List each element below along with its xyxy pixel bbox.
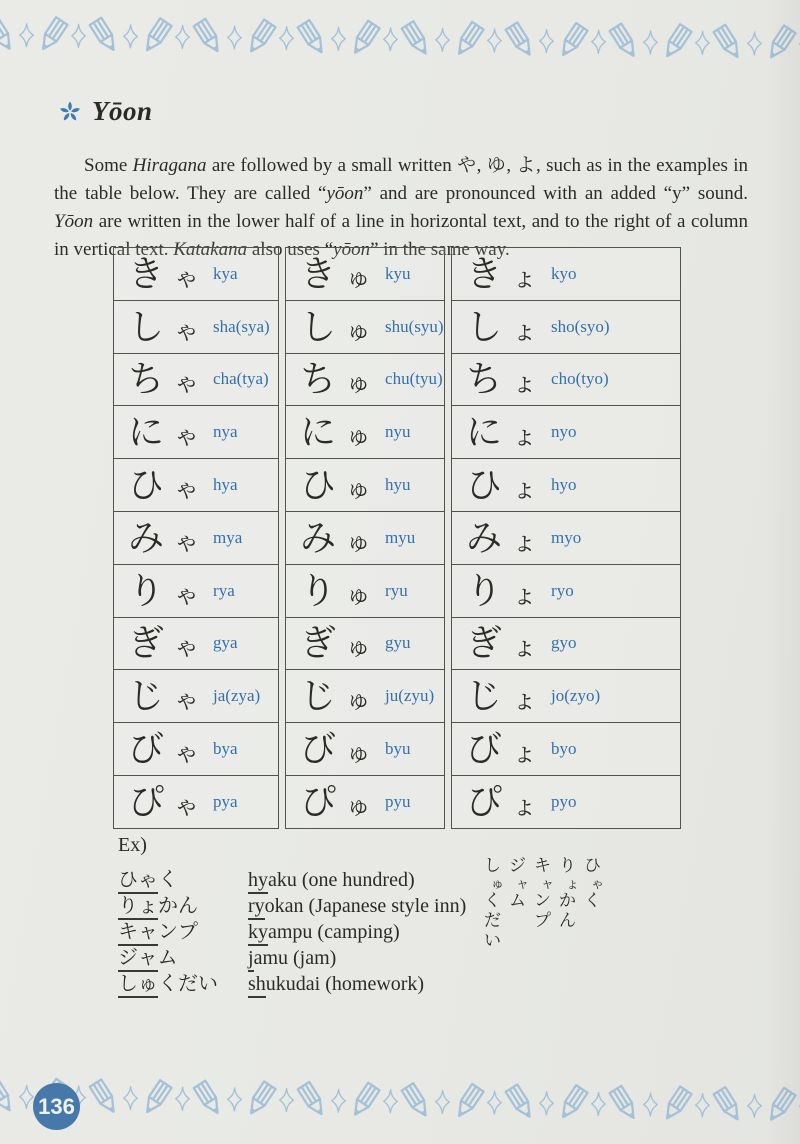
example-kana bbox=[118, 967, 248, 996]
kana-pair bbox=[300, 465, 372, 506]
kana-base: に bbox=[466, 412, 503, 453]
example-romaji-underlined: ry bbox=[248, 895, 265, 920]
kana-small: ゅ bbox=[346, 528, 372, 556]
example-romaji bbox=[248, 973, 424, 996]
example-row bbox=[118, 863, 466, 889]
romaji-label: chu(tyu) bbox=[385, 369, 443, 389]
vertical-word-column bbox=[559, 856, 580, 951]
pencil-icon bbox=[0, 1076, 13, 1116]
romaji-label: bya bbox=[213, 739, 238, 759]
kana-base: き bbox=[300, 253, 337, 294]
kana-base: ぴ bbox=[128, 781, 165, 822]
vertical-kana: ン bbox=[534, 891, 551, 910]
pencil-icon bbox=[560, 21, 585, 61]
kana-base: ち bbox=[128, 359, 165, 400]
example-kana-rest: く bbox=[158, 869, 178, 891]
yoon-cell bbox=[451, 776, 681, 829]
kana-small: ゅ bbox=[346, 370, 372, 398]
yoon-table-column bbox=[113, 247, 279, 829]
example-row bbox=[118, 889, 466, 915]
intro-text-segment: yōon bbox=[333, 239, 371, 260]
pencil-icon bbox=[248, 17, 273, 57]
example-kana-rest: くだい bbox=[158, 973, 218, 995]
kana-pair bbox=[300, 412, 372, 453]
yoon-cell bbox=[451, 723, 681, 776]
yoon-cell bbox=[451, 301, 681, 354]
kana-pair bbox=[300, 359, 372, 400]
vertical-kana: ム bbox=[509, 891, 526, 910]
kana-base: ぴ bbox=[466, 781, 503, 822]
example-kana bbox=[118, 941, 248, 970]
vertical-small-kana: ャ bbox=[541, 876, 555, 891]
example-romaji bbox=[248, 947, 336, 970]
vertical-small-kana: ゃ bbox=[591, 876, 605, 891]
kana-base: き bbox=[128, 253, 165, 294]
romaji-label: shu(syu) bbox=[385, 316, 444, 336]
example-kana-underlined: ジャ bbox=[118, 947, 158, 972]
kana-small: ょ bbox=[512, 792, 538, 820]
pencil-icon bbox=[0, 14, 13, 54]
example-row bbox=[118, 967, 466, 993]
vertical-examples bbox=[484, 856, 605, 951]
example-romaji-underlined: sh bbox=[248, 973, 266, 998]
vertical-small-kana: ょ bbox=[566, 876, 580, 891]
romaji-label: kya bbox=[213, 263, 238, 283]
romaji-label: nya bbox=[213, 422, 238, 442]
romaji-label: kyu bbox=[385, 263, 411, 283]
example-romaji bbox=[248, 869, 415, 892]
vertical-kana: ひ bbox=[584, 856, 601, 875]
kana-small: ゅ bbox=[346, 634, 372, 662]
kana-small: ゃ bbox=[174, 317, 200, 345]
kana-small: ゅ bbox=[346, 687, 372, 715]
kana-pair bbox=[300, 676, 372, 717]
kana-pair bbox=[300, 729, 372, 770]
kana-small: ゃ bbox=[174, 476, 200, 504]
kana-pair bbox=[466, 359, 538, 400]
kana-base: じ bbox=[128, 676, 165, 717]
yoon-table bbox=[113, 247, 681, 829]
example-kana bbox=[118, 889, 248, 918]
examples-label: Ex) bbox=[118, 834, 147, 856]
yoon-table-column bbox=[285, 247, 445, 829]
yoon-cell bbox=[285, 512, 445, 565]
example-romaji-rest: amu (jam) bbox=[253, 947, 337, 969]
kana-base: し bbox=[300, 306, 337, 347]
yoon-cell bbox=[451, 670, 681, 723]
kana-base: み bbox=[466, 517, 503, 558]
pencil-icon bbox=[352, 1080, 377, 1120]
romaji-label: byo bbox=[551, 739, 577, 759]
intro-text-segment: ” bbox=[363, 183, 372, 204]
example-romaji bbox=[248, 921, 400, 944]
pencil-icon bbox=[664, 22, 689, 62]
intro-text-segment: “ bbox=[318, 183, 327, 204]
example-row bbox=[118, 915, 466, 941]
pencil-icon bbox=[508, 1082, 533, 1122]
kana-small: ゃ bbox=[174, 687, 200, 715]
kana-small: ょ bbox=[512, 687, 538, 715]
pencil-icon bbox=[456, 1082, 481, 1122]
example-kana-rest: ンプ bbox=[158, 921, 198, 943]
pencil-icon bbox=[664, 1084, 689, 1124]
intro-text-segment: Katakana bbox=[173, 239, 248, 260]
example-romaji-rest: aku (one hundred) bbox=[268, 869, 415, 891]
kana-base: み bbox=[128, 517, 165, 558]
pencil-icon bbox=[248, 1079, 273, 1119]
kana-small: ょ bbox=[512, 476, 538, 504]
romaji-label: hyo bbox=[551, 475, 577, 495]
pencil-icon bbox=[404, 1081, 429, 1121]
kana-pair bbox=[300, 517, 372, 558]
yoon-cell bbox=[113, 565, 279, 618]
pencil-icon bbox=[196, 17, 221, 57]
vertical-word-column bbox=[509, 856, 530, 951]
example-romaji-underlined: ky bbox=[248, 921, 268, 946]
vertical-word-column bbox=[484, 856, 505, 951]
kana-small: ゅ bbox=[346, 581, 372, 609]
page-title: Yōon bbox=[92, 96, 153, 126]
kana-pair bbox=[300, 781, 372, 822]
example-kana-underlined: しゅ bbox=[118, 973, 158, 998]
kana-small: ょ bbox=[512, 423, 538, 451]
kana-base: に bbox=[128, 412, 165, 453]
section-title bbox=[57, 96, 153, 127]
intro-text-segment: and are pronounced with an added “y” sound. bbox=[371, 183, 748, 204]
kana-base: り bbox=[300, 570, 337, 611]
pencil-icon bbox=[456, 20, 481, 60]
pencil-icon bbox=[768, 1085, 793, 1125]
intro-text-segment: “ bbox=[324, 239, 334, 260]
kana-base: み bbox=[300, 517, 337, 558]
kana-small: ゃ bbox=[174, 528, 200, 556]
vertical-kana: し bbox=[484, 856, 501, 875]
intro-text-segment: Yōon bbox=[54, 211, 94, 232]
kana-small: ょ bbox=[512, 528, 538, 556]
kana-small: ゅ bbox=[346, 792, 372, 820]
kana-pair bbox=[466, 465, 538, 506]
romaji-label: cho(tyo) bbox=[551, 369, 609, 389]
kana-pair bbox=[128, 412, 200, 453]
yoon-cell bbox=[113, 459, 279, 512]
kana-pair bbox=[128, 623, 200, 664]
page-number-badge: 136 bbox=[33, 1083, 80, 1130]
intro-text-segment: are written in the lower half of a line in horizontal text, and to the right of a column in vertical text. bbox=[54, 211, 748, 260]
romaji-label: gyo bbox=[551, 633, 577, 653]
romaji-label: ryu bbox=[385, 580, 408, 600]
vertical-word-column bbox=[584, 856, 605, 951]
romaji-label: pyo bbox=[551, 791, 577, 811]
vertical-small-kana: ゅ bbox=[491, 876, 505, 891]
pencil-icon bbox=[612, 21, 637, 61]
kana-base: し bbox=[466, 306, 503, 347]
yoon-cell bbox=[285, 354, 445, 407]
pencil-icon bbox=[92, 1077, 117, 1117]
kana-pair bbox=[128, 781, 200, 822]
kana-base: き bbox=[466, 253, 503, 294]
kana-pair bbox=[466, 623, 538, 664]
yoon-cell bbox=[285, 565, 445, 618]
yoon-cell bbox=[113, 406, 279, 459]
example-romaji-underlined: hy bbox=[248, 869, 268, 894]
kana-pair bbox=[466, 781, 538, 822]
kana-pair bbox=[300, 306, 372, 347]
romaji-label: ju(zyu) bbox=[385, 686, 435, 706]
example-kana-rest: かん bbox=[158, 895, 198, 917]
yoon-cell bbox=[285, 723, 445, 776]
pencil-icon bbox=[92, 15, 117, 55]
romaji-label: hyu bbox=[385, 475, 411, 495]
romaji-label: nyo bbox=[551, 422, 577, 442]
yoon-cell bbox=[451, 248, 681, 301]
kana-small: ゃ bbox=[174, 423, 200, 451]
romaji-label: gya bbox=[213, 633, 238, 653]
kana-base: ち bbox=[466, 359, 503, 400]
kana-small: ゅ bbox=[346, 740, 372, 768]
yoon-cell bbox=[285, 618, 445, 671]
kana-base: び bbox=[300, 729, 337, 770]
romaji-label: nyu bbox=[385, 422, 411, 442]
kana-pair bbox=[128, 729, 200, 770]
top-decorative-border bbox=[0, 11, 800, 66]
pencil-icon bbox=[352, 18, 377, 58]
kana-pair bbox=[300, 253, 372, 294]
pencil-icon bbox=[300, 18, 325, 58]
yoon-cell bbox=[113, 301, 279, 354]
yoon-cell bbox=[451, 354, 681, 407]
kana-small: ゃ bbox=[174, 792, 200, 820]
kana-small: ゃ bbox=[174, 370, 200, 398]
romaji-label: pya bbox=[213, 791, 238, 811]
yoon-cell bbox=[451, 618, 681, 671]
pencil-icon bbox=[404, 19, 429, 59]
pencil-icon bbox=[40, 15, 65, 55]
intro-text-segment: are followed by a small written や, ゆ, よ, such as in the examples in the table below. They are called bbox=[54, 155, 748, 204]
examples-list bbox=[118, 863, 466, 993]
yoon-cell bbox=[285, 406, 445, 459]
romaji-label: myu bbox=[385, 527, 416, 547]
romaji-label: gyu bbox=[385, 633, 411, 653]
kana-small: ゅ bbox=[346, 264, 372, 292]
intro-text-segment: Some bbox=[84, 155, 133, 176]
examples-section bbox=[118, 834, 466, 993]
pencil-icon bbox=[560, 1083, 585, 1123]
example-romaji-rest: ukudai (homework) bbox=[265, 973, 425, 995]
romaji-label: byu bbox=[385, 739, 411, 759]
romaji-label: myo bbox=[551, 527, 582, 547]
example-romaji-rest: okan (Japanese style inn) bbox=[264, 895, 467, 917]
yoon-cell bbox=[451, 406, 681, 459]
yoon-cell bbox=[451, 565, 681, 618]
kana-base: ち bbox=[300, 359, 337, 400]
vertical-small-kana: ャ bbox=[516, 876, 530, 891]
yoon-cell bbox=[113, 512, 279, 565]
kana-pair bbox=[466, 306, 538, 347]
pencil-icon bbox=[144, 16, 169, 56]
pencil-icon bbox=[768, 23, 793, 63]
kana-base: り bbox=[466, 570, 503, 611]
example-romaji bbox=[248, 895, 466, 918]
vertical-kana: く bbox=[584, 891, 601, 910]
romaji-label: sha(sya) bbox=[213, 316, 270, 336]
vertical-kana: り bbox=[559, 856, 576, 875]
pencil-icon bbox=[612, 1084, 637, 1124]
yoon-cell bbox=[285, 776, 445, 829]
kana-small: ゅ bbox=[346, 476, 372, 504]
pencil-icon bbox=[144, 1078, 169, 1118]
yoon-cell bbox=[113, 723, 279, 776]
pencil-icon bbox=[508, 20, 533, 60]
kana-small: ょ bbox=[512, 264, 538, 292]
vertical-kana: キ bbox=[534, 856, 551, 875]
vertical-kana: く bbox=[484, 891, 501, 910]
kana-small: ょ bbox=[512, 370, 538, 398]
kana-base: じ bbox=[300, 676, 337, 717]
intro-text-segment: yōon bbox=[326, 183, 364, 204]
kana-pair bbox=[466, 570, 538, 611]
intro-text-segment: ” in the same way. bbox=[370, 239, 510, 260]
yoon-cell bbox=[451, 459, 681, 512]
kana-base: ぎ bbox=[466, 623, 503, 664]
example-kana-underlined: キャ bbox=[118, 921, 158, 946]
vertical-kana: ん bbox=[559, 911, 576, 930]
kana-small: ょ bbox=[512, 317, 538, 345]
kana-pair bbox=[128, 359, 200, 400]
intro-text-segment: Hiragana bbox=[132, 155, 207, 176]
example-romaji-rest: ampu (camping) bbox=[268, 921, 400, 943]
example-romaji-underlined: j bbox=[248, 947, 254, 972]
kana-pair bbox=[128, 253, 200, 294]
yoon-cell bbox=[113, 354, 279, 407]
kana-small: ゅ bbox=[346, 423, 372, 451]
vertical-kana: だ bbox=[484, 911, 501, 930]
kana-small: ゃ bbox=[174, 634, 200, 662]
kana-pair bbox=[466, 517, 538, 558]
romaji-label: mya bbox=[213, 527, 243, 547]
kana-base: ぴ bbox=[300, 781, 337, 822]
kana-small: ゃ bbox=[174, 581, 200, 609]
kana-base: り bbox=[128, 570, 165, 611]
kana-small: ょ bbox=[512, 581, 538, 609]
pencil-icon bbox=[716, 1085, 741, 1125]
romaji-label: sho(syo) bbox=[551, 316, 610, 336]
kana-base: ひ bbox=[466, 465, 503, 506]
kana-base: び bbox=[466, 729, 503, 770]
example-kana bbox=[118, 863, 248, 892]
example-kana bbox=[118, 915, 248, 944]
kana-base: ひ bbox=[128, 465, 165, 506]
kana-pair bbox=[466, 412, 538, 453]
pencil-icon bbox=[196, 1078, 221, 1118]
example-kana-underlined: ひゃ bbox=[118, 869, 158, 894]
flower-icon bbox=[57, 99, 83, 125]
yoon-cell bbox=[451, 512, 681, 565]
yoon-cell bbox=[285, 670, 445, 723]
pencil-icon bbox=[716, 23, 741, 63]
vertical-kana: ジ bbox=[509, 856, 526, 875]
kana-pair bbox=[128, 676, 200, 717]
kana-pair bbox=[128, 465, 200, 506]
yoon-cell bbox=[113, 670, 279, 723]
example-row bbox=[118, 941, 466, 967]
kana-small: ょ bbox=[512, 740, 538, 768]
kana-small: ょ bbox=[512, 634, 538, 662]
example-kana-underlined: りょ bbox=[118, 895, 158, 920]
kana-base: じ bbox=[466, 676, 503, 717]
yoon-cell bbox=[285, 459, 445, 512]
romaji-label: rya bbox=[213, 580, 235, 600]
kana-base: ぎ bbox=[300, 623, 337, 664]
kana-pair bbox=[466, 729, 538, 770]
kana-base: ぎ bbox=[128, 623, 165, 664]
kana-pair bbox=[128, 306, 200, 347]
vertical-word-column bbox=[534, 856, 555, 951]
vertical-kana: プ bbox=[534, 911, 551, 930]
kana-base: び bbox=[128, 729, 165, 770]
bottom-decorative-border bbox=[0, 1073, 800, 1129]
kana-small: ゅ bbox=[346, 317, 372, 345]
example-kana-rest: ム bbox=[157, 947, 178, 969]
kana-pair bbox=[128, 517, 200, 558]
yoon-cell bbox=[285, 248, 445, 301]
romaji-label: pyu bbox=[385, 791, 411, 811]
romaji-label: kyo bbox=[551, 263, 577, 283]
vertical-kana: い bbox=[484, 931, 501, 950]
kana-base: に bbox=[300, 412, 337, 453]
kana-pair bbox=[466, 676, 538, 717]
pencil-icon bbox=[300, 1080, 325, 1120]
yoon-cell bbox=[113, 248, 279, 301]
kana-base: し bbox=[128, 306, 165, 347]
intro-text-segment: also uses bbox=[247, 239, 325, 260]
romaji-label: ja(zya) bbox=[213, 686, 261, 706]
kana-pair bbox=[300, 570, 372, 611]
romaji-label: jo(zyo) bbox=[551, 686, 601, 706]
kana-small: ゃ bbox=[174, 740, 200, 768]
kana-pair bbox=[128, 570, 200, 611]
yoon-cell bbox=[113, 618, 279, 671]
yoon-table-column bbox=[451, 247, 681, 829]
kana-base: ひ bbox=[300, 465, 337, 506]
romaji-label: ryo bbox=[551, 580, 574, 600]
kana-pair bbox=[466, 253, 538, 294]
romaji-label: cha(tya) bbox=[213, 369, 269, 389]
romaji-label: hya bbox=[213, 475, 238, 495]
vertical-kana: か bbox=[559, 891, 576, 910]
yoon-cell bbox=[113, 776, 279, 829]
yoon-cell bbox=[285, 301, 445, 354]
kana-small: ゃ bbox=[174, 264, 200, 292]
kana-pair bbox=[300, 623, 372, 664]
